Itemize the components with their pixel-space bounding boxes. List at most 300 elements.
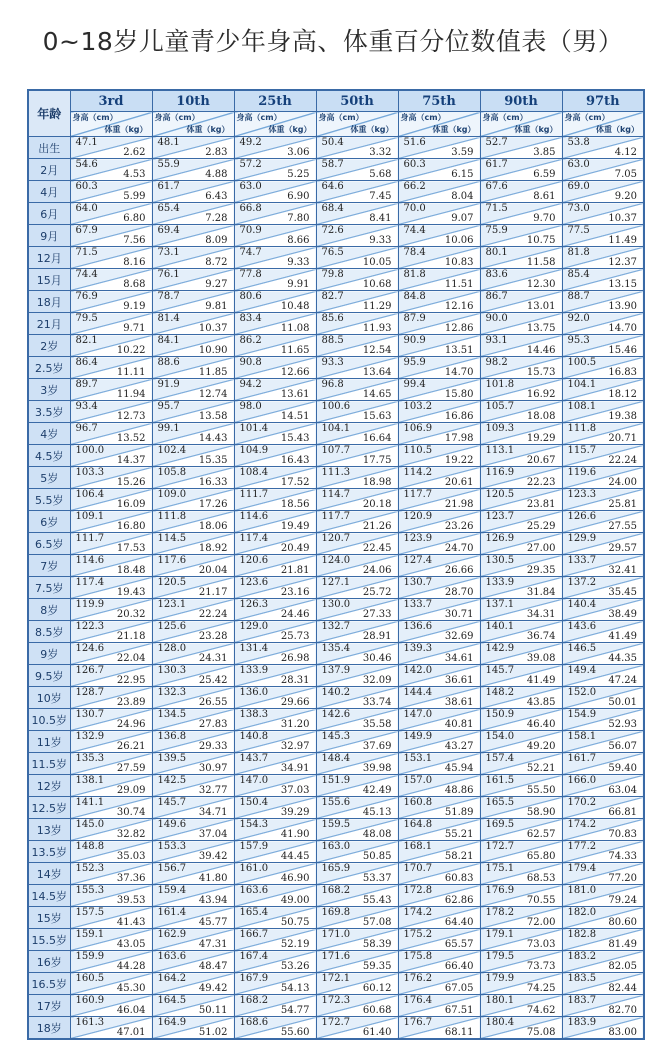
value-cell [316,401,398,423]
value-cell [70,445,152,467]
table-row [28,797,644,819]
value-cell [562,533,644,555]
value-cell [70,269,152,291]
age-cell: 11.5岁 [28,753,70,775]
age-cell: 3岁 [28,379,70,401]
weight-value: 31.84 [526,587,556,598]
weight-value: 27.33 [362,609,392,620]
value-cell [70,159,152,181]
height-value: 76.5 [321,247,344,258]
table-row [28,907,644,929]
value-cell [398,137,480,159]
weight-value: 27.83 [198,719,228,730]
weight-value: 32.97 [280,741,310,752]
height-value: 167.9 [239,973,269,984]
height-value: 74.4 [403,225,426,236]
value-cell [562,423,644,445]
weight-value: 65.80 [526,851,556,862]
height-value: 109.0 [157,489,187,500]
value-cell [480,841,562,863]
weight-value: 12.30 [526,279,556,290]
weight-value: 52.19 [280,939,310,950]
weight-value: 3.85 [533,147,556,158]
age-cell: 5岁 [28,467,70,489]
height-value: 172.7 [321,1017,351,1028]
weight-value: 60.83 [444,873,474,884]
value-cell [234,335,316,357]
weight-value: 20.67 [526,455,556,466]
table-row [28,313,644,335]
weight-value: 20.18 [362,499,392,510]
weight-value: 16.83 [608,367,637,378]
weight-value: 6.43 [205,191,228,202]
height-value: 77.8 [239,269,262,280]
age-cell: 16岁 [28,951,70,973]
value-cell [398,1017,480,1040]
weight-value: 14.65 [362,389,392,400]
height-value: 183.7 [567,995,597,1006]
value-cell [480,269,562,291]
value-cell [70,731,152,753]
value-cell [562,269,644,291]
value-cell [234,599,316,621]
height-value: 157.9 [239,841,269,852]
weight-value: 3.32 [369,147,392,158]
value-cell [70,775,152,797]
value-cell [562,973,644,995]
value-cell [398,665,480,687]
value-cell [316,643,398,665]
table-row [28,621,644,643]
height-value: 86.7 [485,291,508,302]
value-cell [316,775,398,797]
height-value: 114.7 [321,489,351,500]
age-cell: 15.5岁 [28,929,70,951]
value-cell [316,687,398,709]
height-value: 175.1 [485,863,515,874]
height-value: 69.4 [157,225,180,236]
weight-unit-label: 体重（kg） [350,125,394,134]
height-value: 57.2 [239,159,262,170]
height-value: 172.8 [403,885,433,896]
weight-value: 37.69 [362,741,392,752]
value-cell [480,973,562,995]
age-cell: 2岁 [28,335,70,357]
height-value: 122.3 [75,621,105,632]
weight-value: 25.72 [362,587,392,598]
height-value: 123.1 [157,599,187,610]
height-value: 159.4 [157,885,187,896]
value-cell [398,269,480,291]
height-value: 92.0 [567,313,590,324]
value-cell [152,995,234,1017]
weight-value: 35.45 [608,587,637,598]
height-value: 153.1 [403,753,433,764]
weight-value: 23.28 [198,631,228,642]
table-row [28,269,644,291]
weight-value: 9.71 [123,323,146,334]
height-value: 142.6 [321,709,351,720]
table-row [28,665,644,687]
weight-value: 30.71 [444,609,474,620]
weight-value: 82.05 [608,961,637,972]
height-unit-label: 身高（cm） [564,113,610,122]
table-row [28,841,644,863]
height-value: 133.7 [403,599,433,610]
value-cell [562,489,644,511]
weight-value: 58.90 [526,807,556,818]
weight-value: 73.73 [526,961,556,972]
weight-value: 30.74 [116,807,146,818]
value-cell [70,665,152,687]
weight-value: 19.22 [444,455,474,466]
height-value: 145.3 [321,731,351,742]
weight-value: 66.40 [444,961,474,972]
value-cell [234,401,316,423]
height-value: 61.7 [485,159,508,170]
table-row [28,687,644,709]
height-value: 80.6 [239,291,262,302]
value-cell [70,313,152,335]
height-value: 98.0 [239,401,262,412]
weight-value: 12.37 [608,257,637,268]
weight-value: 29.09 [116,785,146,796]
weight-value: 19.38 [608,411,637,422]
value-cell [152,731,234,753]
value-cell [316,929,398,951]
value-cell [70,709,152,731]
height-value: 176.4 [403,995,433,1006]
height-value: 157.4 [485,753,515,764]
height-value: 117.7 [321,511,351,522]
weight-value: 49.00 [280,895,310,906]
value-cell [152,159,234,181]
weight-value: 39.53 [116,895,146,906]
height-value: 105.7 [485,401,515,412]
height-unit-label: 身高（cm） [154,113,200,122]
height-value: 119.9 [75,599,105,610]
height-value: 67.6 [485,181,508,192]
value-cell [316,841,398,863]
weight-value: 15.26 [116,477,146,488]
height-value: 168.2 [239,995,269,1006]
weight-value: 21.98 [444,499,474,510]
value-cell [398,907,480,929]
weight-value: 55.43 [362,895,392,906]
table-row [28,247,644,269]
value-cell [316,225,398,247]
value-cell [152,621,234,643]
value-cell [398,357,480,379]
weight-unit-label: 体重（kg） [268,125,312,134]
height-value: 84.8 [403,291,426,302]
height-value: 141.1 [75,797,105,808]
age-cell: 9.5岁 [28,665,70,687]
value-cell [234,973,316,995]
value-cell [70,379,152,401]
value-cell [234,665,316,687]
value-cell [480,753,562,775]
weight-value: 50.11 [198,1005,228,1016]
height-value: 132.7 [321,621,351,632]
age-cell: 12.5岁 [28,797,70,819]
weight-value: 45.94 [444,763,474,774]
value-cell [152,467,234,489]
value-cell [234,137,316,159]
table-row [28,445,644,467]
height-value: 47.1 [75,137,98,148]
height-value: 48.1 [157,137,180,148]
height-value: 111.3 [321,467,351,478]
weight-value: 29.33 [198,741,228,752]
weight-value: 55.50 [526,785,556,796]
value-cell [316,863,398,885]
height-value: 144.4 [403,687,433,698]
weight-value: 27.59 [116,763,146,774]
height-value: 61.7 [157,181,180,192]
weight-value: 18.92 [198,543,228,554]
value-cell [398,863,480,885]
weight-value: 5.25 [287,169,310,180]
weight-value: 32.69 [444,631,474,642]
height-value: 179.9 [485,973,515,984]
weight-value: 62.86 [444,895,474,906]
weight-value: 29.57 [608,543,637,554]
weight-value: 50.01 [608,697,637,708]
value-cell [152,335,234,357]
value-cell [480,1017,562,1040]
table-row [28,863,644,885]
weight-value: 74.62 [526,1005,556,1016]
height-value: 178.2 [485,907,515,918]
weight-value: 16.33 [198,477,228,488]
height-value: 155.6 [321,797,351,808]
height-value: 91.9 [157,379,180,390]
weight-value: 45.77 [198,917,228,928]
value-cell [480,775,562,797]
weight-value: 62.57 [526,829,556,840]
height-value: 160.8 [403,797,433,808]
value-cell [316,313,398,335]
value-cell [480,181,562,203]
value-cell [562,951,644,973]
weight-value: 16.80 [116,521,146,532]
weight-value: 83.00 [608,1027,637,1038]
weight-value: 28.91 [362,631,392,642]
height-value: 166.0 [567,775,597,786]
weight-unit-label: 体重（kg） [514,125,558,134]
weight-value: 6.80 [123,213,146,224]
height-value: 95.9 [403,357,426,368]
height-value: 138.1 [75,775,105,786]
value-cell [562,797,644,819]
weight-value: 12.73 [116,411,146,422]
weight-value: 18.12 [608,389,637,400]
height-value: 132.3 [157,687,187,698]
value-cell [562,599,644,621]
value-cell [398,687,480,709]
weight-value: 20.49 [280,543,310,554]
value-cell [562,137,644,159]
height-value: 108.4 [239,467,269,478]
table-row [28,819,644,841]
value-cell [152,709,234,731]
percentile-header: 10th [152,90,234,112]
weight-value: 11.11 [116,367,146,378]
value-cell [316,533,398,555]
value-cell [234,159,316,181]
height-value: 177.2 [567,841,597,852]
value-cell [316,555,398,577]
table-row [28,467,644,489]
weight-unit-label: 体重（kg） [186,125,230,134]
height-value: 160.5 [75,973,105,984]
weight-value: 22.24 [608,455,637,466]
height-value: 114.5 [157,533,187,544]
height-value: 72.6 [321,225,344,236]
table-row [28,159,644,181]
height-value: 157.0 [403,775,433,786]
value-cell [152,137,234,159]
weight-value: 10.06 [444,235,474,246]
value-cell [152,247,234,269]
weight-value: 17.52 [280,477,310,488]
value-cell [562,313,644,335]
value-cell [70,819,152,841]
weight-value: 59.35 [362,961,392,972]
percentile-header-row [28,90,644,112]
weight-value: 42.49 [362,785,392,796]
weight-unit-label: 体重（kg） [595,125,639,134]
value-cell [398,291,480,313]
height-value: 127.1 [321,577,351,588]
weight-value: 9.70 [533,213,556,224]
value-cell [70,643,152,665]
height-value: 133.9 [485,577,515,588]
height-value: 90.9 [403,335,426,346]
value-cell [70,687,152,709]
weight-value: 63.04 [608,785,637,796]
weight-value: 65.57 [444,939,474,950]
value-cell [480,709,562,731]
weight-value: 46.04 [116,1005,146,1016]
weight-value: 58.21 [444,851,474,862]
height-value: 137.2 [567,577,597,588]
height-value: 113.1 [485,445,515,456]
value-cell [480,489,562,511]
height-value: 135.3 [75,753,105,764]
value-cell [234,269,316,291]
value-cell [152,753,234,775]
height-value: 126.9 [485,533,515,544]
value-cell [480,291,562,313]
weight-value: 31.20 [280,719,310,730]
height-value: 101.4 [239,423,269,434]
height-value: 109.3 [485,423,515,434]
value-cell [234,467,316,489]
weight-value: 54.13 [280,983,310,994]
weight-value: 10.75 [526,235,556,246]
value-cell [480,665,562,687]
value-cell [398,313,480,335]
height-value: 143.6 [567,621,597,632]
weight-value: 15.73 [526,367,556,378]
weight-value: 24.00 [608,477,637,488]
weight-value: 7.80 [287,213,310,224]
weight-value: 24.06 [362,565,392,576]
value-cell [152,665,234,687]
value-cell [316,269,398,291]
weight-value: 67.51 [444,1005,474,1016]
weight-value: 32.41 [608,565,637,576]
height-value: 164.5 [157,995,187,1006]
weight-value: 25.42 [198,675,228,686]
height-value: 140.8 [239,731,269,742]
value-cell [398,489,480,511]
value-cell [234,819,316,841]
value-cell [562,1017,644,1040]
height-value: 152.0 [567,687,597,698]
height-value: 60.3 [403,159,426,170]
height-value: 73.1 [157,247,180,258]
weight-value: 82.70 [608,1005,637,1016]
table-row [28,577,644,599]
value-cell [480,247,562,269]
value-cell [562,687,644,709]
height-value: 161.4 [157,907,187,918]
weight-value: 11.08 [280,323,310,334]
value-cell [152,445,234,467]
height-value: 140.4 [567,599,597,610]
height-value: 161.7 [567,753,597,764]
value-cell [152,599,234,621]
weight-value: 34.71 [198,807,228,818]
unit-header-cell [480,112,562,137]
weight-value: 37.03 [280,785,310,796]
height-value: 124.6 [75,643,105,654]
age-cell: 15月 [28,269,70,291]
height-value: 79.8 [321,269,344,280]
weight-value: 23.26 [444,521,474,532]
value-cell [152,1017,234,1040]
value-cell [562,841,644,863]
value-cell [70,291,152,313]
value-cell [480,467,562,489]
value-cell [562,753,644,775]
table-row [28,511,644,533]
height-value: 90.8 [239,357,262,368]
value-cell [152,379,234,401]
weight-value: 9.19 [123,301,146,312]
weight-unit-label: 体重（kg） [104,125,148,134]
value-cell [152,423,234,445]
table-row [28,929,644,951]
value-cell [480,423,562,445]
weight-value: 74.33 [608,851,637,862]
height-value: 111.7 [239,489,269,500]
value-cell [316,467,398,489]
weight-value: 13.90 [608,301,637,312]
value-cell [70,797,152,819]
table-body [28,137,644,1040]
height-value: 125.6 [157,621,187,632]
value-cell [234,841,316,863]
height-value: 161.3 [75,1017,105,1028]
age-cell: 13岁 [28,819,70,841]
value-cell [316,885,398,907]
value-cell [562,643,644,665]
value-cell [70,401,152,423]
